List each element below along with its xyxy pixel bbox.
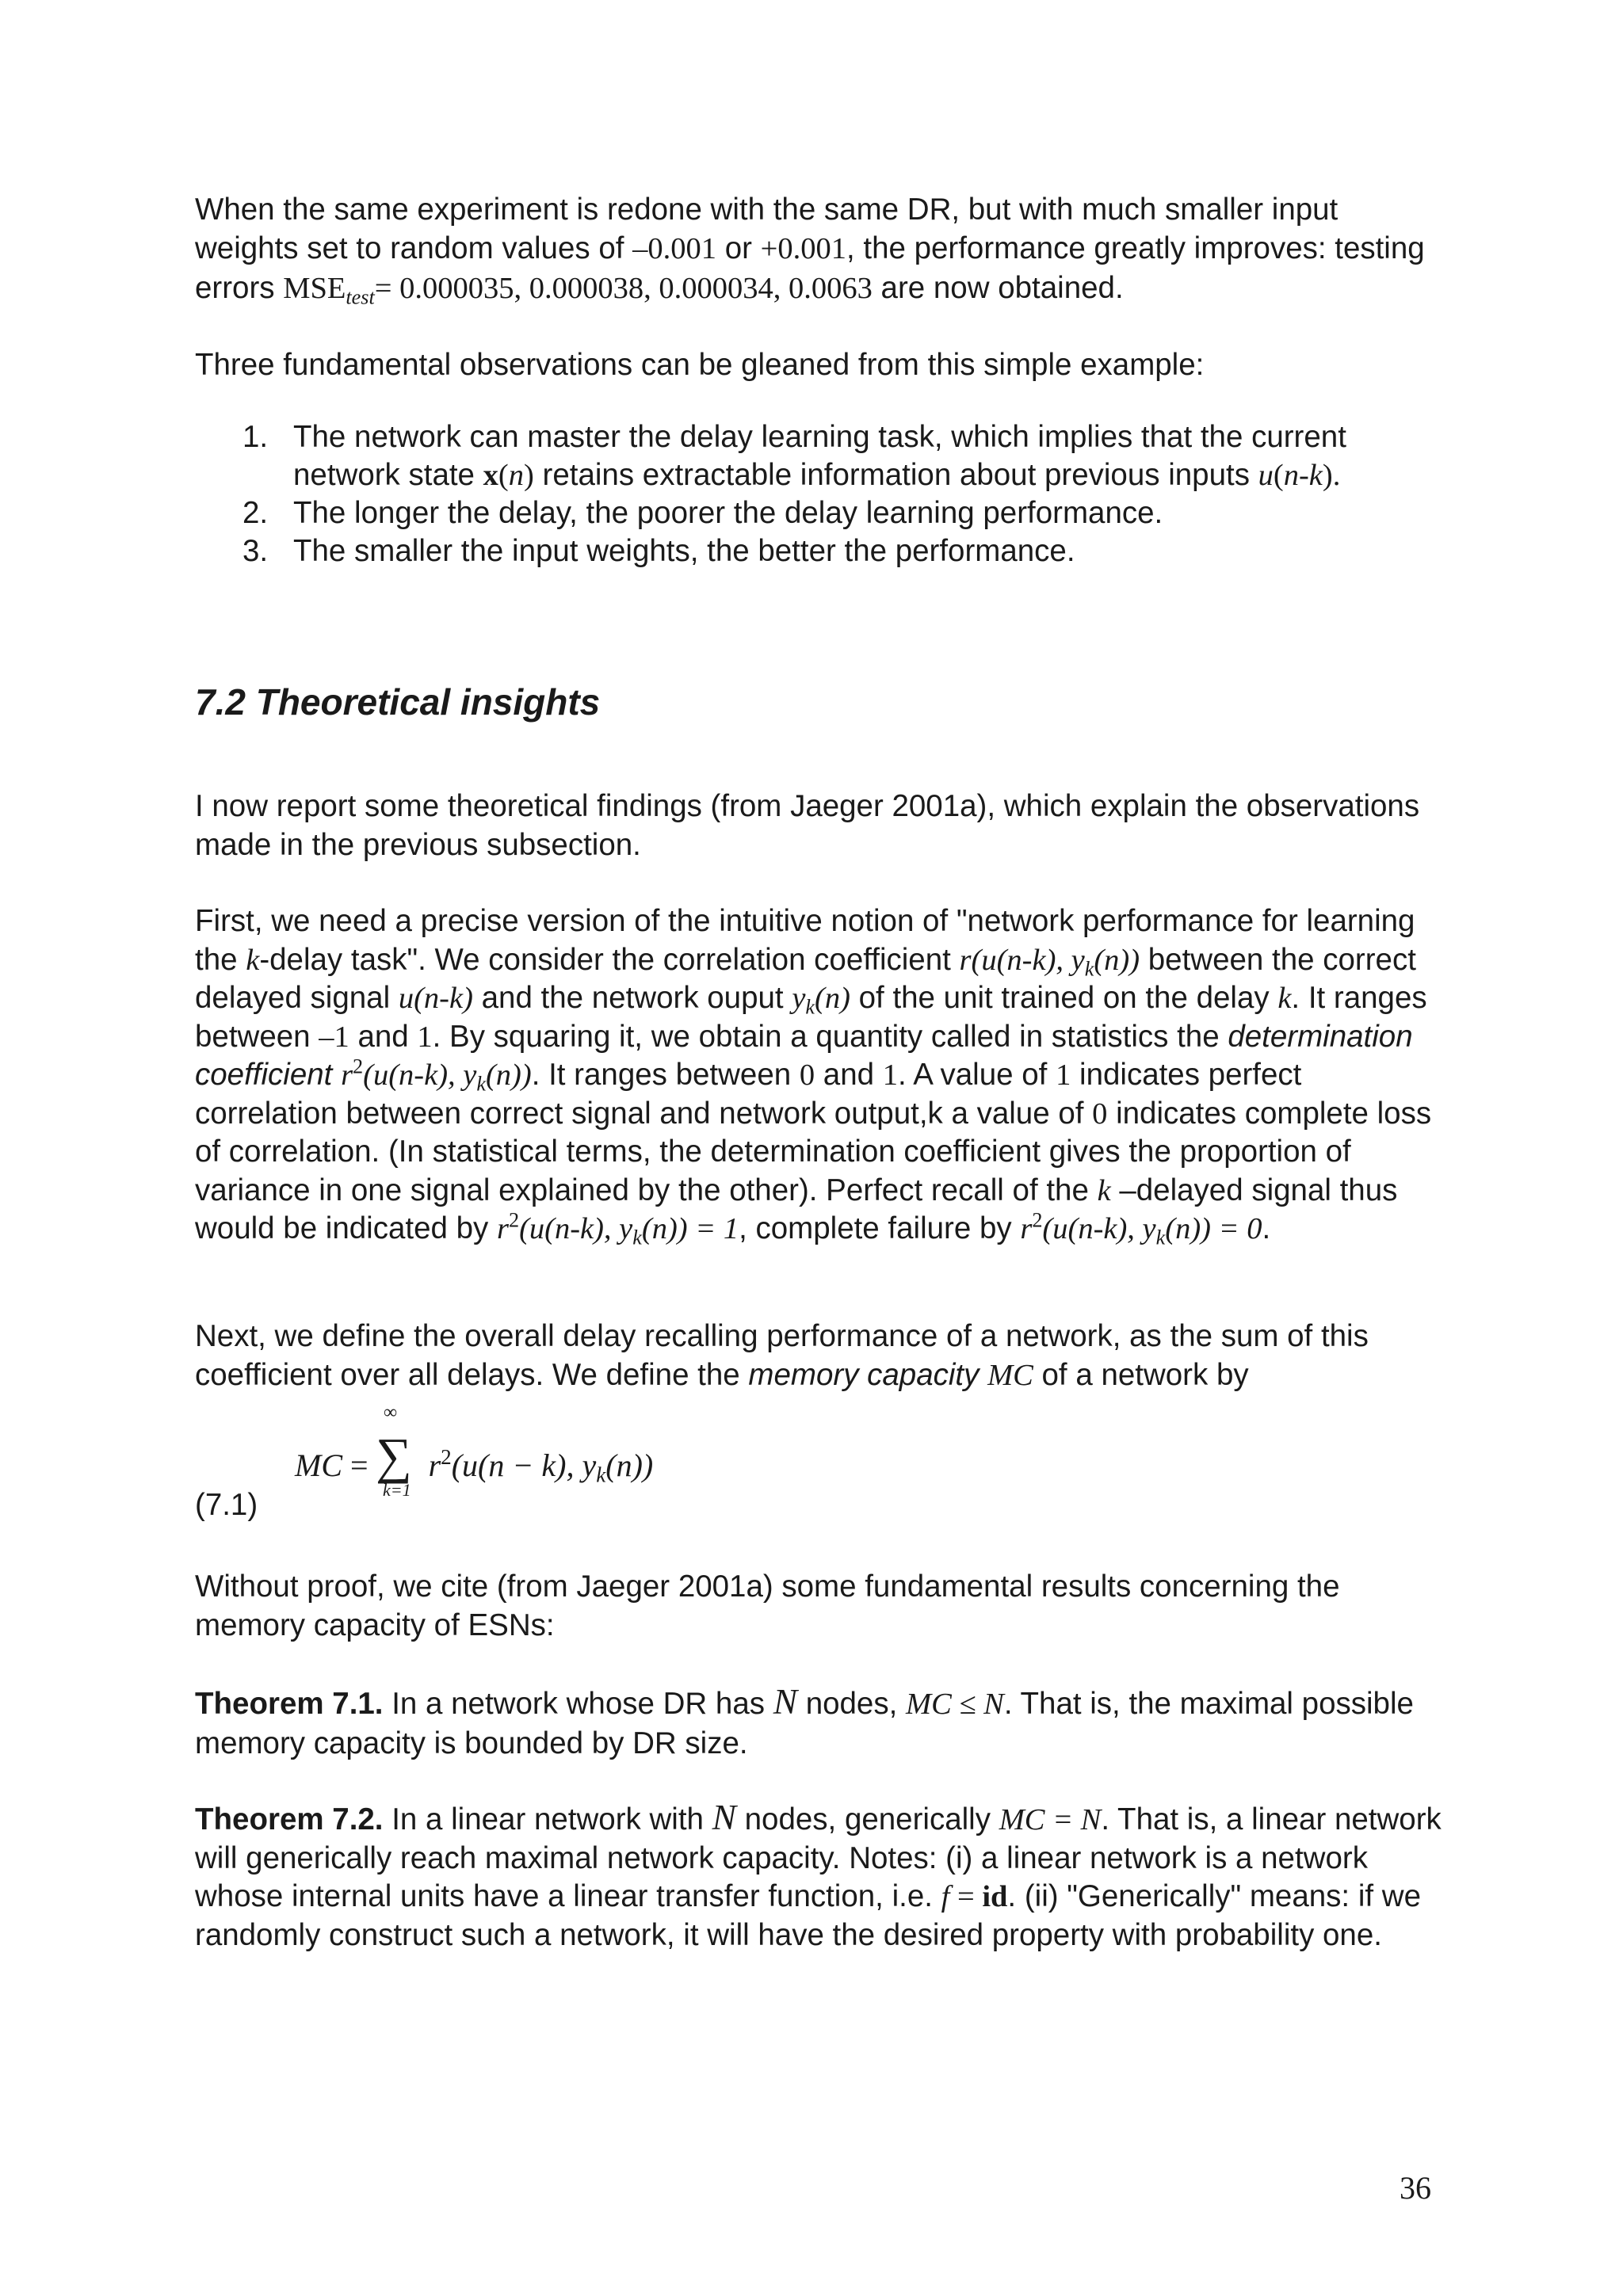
math-value: 1: [1056, 1058, 1071, 1092]
list-item: [242, 532, 1447, 570]
equation-7-1: [195, 1402, 908, 1537]
text-run: . It ranges between: [531, 1058, 800, 1092]
text-run: First, we need a precise version of the intuitive notion of "network performance for learning the: [195, 904, 1415, 977]
math-value: 0: [1092, 1097, 1108, 1131]
text-run: . That is, a linear network will generically reach maximal network capacity. Notes: (i) a linear network is a network whose internal units have a linear transfer function, i.e.: [195, 1802, 1442, 1913]
math-value: 0: [799, 1058, 815, 1092]
math-expr: (n)): [605, 1447, 654, 1483]
math-expr: (n)) = 1: [641, 1212, 739, 1245]
math-expr: (n)) = 0: [1165, 1212, 1262, 1245]
math-bold-x: x: [483, 459, 498, 492]
text-run: , the performance greatly improves: testing errors: [195, 231, 1425, 305]
math-bold-id: id: [982, 1880, 1008, 1913]
math-var: n: [508, 459, 524, 492]
observations-list: [242, 418, 1447, 570]
math-var: r: [1020, 1212, 1033, 1245]
math-subscript: k: [596, 1463, 606, 1487]
text-run: or: [716, 231, 761, 265]
math-paren: (: [1273, 459, 1284, 492]
text-run: of a network by: [1033, 1358, 1249, 1392]
math-expr: (n)): [485, 1058, 532, 1092]
list-item: [242, 494, 1447, 532]
sum-upper-limit: ∞: [384, 1402, 398, 1423]
text-run: In a network whose DR has: [383, 1687, 773, 1721]
list-text: The longer the delay, the poorer the delay learning performance.: [293, 496, 1163, 530]
list-number: 2.: [242, 496, 269, 530]
math-subscript: k: [805, 995, 815, 1019]
math-expr: u(n-k): [398, 982, 473, 1015]
math-var: k: [1277, 982, 1292, 1015]
list-number: 3.: [242, 534, 269, 568]
math-op: =: [342, 1447, 376, 1483]
sum-symbol: ∑: [376, 1428, 412, 1484]
paragraph-determination-coefficient: [195, 902, 1447, 1249]
text-run: and the network ouput: [472, 981, 792, 1015]
paragraph-memory-capacity: [195, 1317, 1447, 1395]
math-superscript: 2: [508, 1208, 520, 1232]
text-run: -delay task". We consider the correlation coefficient: [259, 942, 960, 977]
math-expr: (n): [815, 982, 850, 1015]
math-expr: r(u(n-k), y: [959, 943, 1085, 977]
math-var: N: [773, 1682, 797, 1722]
text-run: between the correct delayed signal: [195, 942, 1416, 1015]
math-expr: (n)): [1094, 943, 1140, 977]
math-superscript: 2: [441, 1445, 452, 1470]
paragraph-observations-intro: Three fundamental observations can be gleaned from this simple example:: [195, 348, 1205, 382]
math-value: +0.001: [760, 232, 846, 265]
math-var: MC: [295, 1447, 342, 1483]
text-run: [332, 1058, 341, 1092]
math-subscript: test: [346, 285, 375, 309]
paragraph-results-intro: Without proof, we cite (from Jaeger 2001a) some fundamental results concerning the memory capacity of ESNs:: [195, 1569, 1340, 1642]
math-var: y: [792, 982, 806, 1015]
math-value: 1: [417, 1020, 433, 1054]
math-var: n-k: [1283, 459, 1323, 492]
math-mse: MSE: [283, 272, 346, 305]
text-run: . A value of: [898, 1058, 1056, 1092]
text-run: are now obtained.: [872, 271, 1124, 305]
math-expr: MC ≤ N: [906, 1688, 1004, 1721]
math-var: MC: [987, 1359, 1033, 1392]
list-number: 1.: [242, 420, 269, 454]
math-var: k: [246, 943, 260, 977]
emphasis: determination coefficient: [195, 1019, 1413, 1092]
math-subscript: k: [476, 1072, 486, 1096]
text-run: and: [349, 1019, 418, 1054]
text-run: indicates perfect correlation between correct signal and network output,k a value of: [195, 1058, 1302, 1131]
text-run: , complete failure by: [739, 1211, 1021, 1245]
theorem-7-1: [195, 1683, 1447, 1763]
text-run: and: [815, 1058, 883, 1092]
math-subscript: k: [1084, 956, 1094, 980]
text-run: The network can master the delay learning task, which implies that the current network state: [293, 420, 1346, 492]
section-heading: 7.2 Theoretical insights: [195, 681, 601, 723]
paragraph-experiment-result: [195, 190, 1447, 308]
math-var: r: [428, 1447, 441, 1483]
text-run: indicates complete loss of correlation. (In statistical terms, the determination coefficient gives the proportion of variance in one signal explained by the other). Perfect recall of the: [195, 1096, 1432, 1207]
text-run: nodes,: [797, 1687, 906, 1721]
math-paren: (: [498, 459, 509, 492]
math-var: r: [496, 1212, 509, 1245]
text-run: . (ii) "Generically" means: if we randomly construct such a network, it will have the desired property with probability one.: [195, 1879, 1421, 1952]
math-op: =: [949, 1880, 983, 1913]
math-superscript: 2: [353, 1055, 364, 1078]
list-item: [242, 418, 1447, 494]
math-expr: (u(n − k), y: [451, 1447, 597, 1483]
sum-lower-limit: k=1: [383, 1480, 411, 1500]
text-run: of the unit trained on the delay: [850, 981, 1278, 1015]
math-var: k: [1097, 1173, 1111, 1207]
theorem-7-2: [195, 1798, 1447, 1955]
text-run: nodes, generically: [735, 1802, 999, 1836]
text-run: .: [1262, 1211, 1271, 1245]
theorem-label: Theorem 7.1.: [195, 1687, 384, 1721]
text-run: . It ranges between: [195, 981, 1427, 1054]
text-run: When the same experiment is redone with the same DR, but with much smaller input weights set to random values of: [195, 193, 1338, 265]
theorem-label: Theorem 7.2.: [195, 1802, 384, 1836]
math-expr: MC = N: [999, 1803, 1102, 1836]
emphasis: memory capacity: [748, 1358, 980, 1392]
equation-body: [295, 1447, 653, 1485]
math-var: u: [1258, 459, 1274, 492]
page-number: 36: [1400, 2170, 1431, 2206]
math-paren: ).: [1322, 459, 1341, 492]
math-subscript: k: [1155, 1226, 1166, 1249]
math-value: 1: [882, 1058, 898, 1092]
text-run: . That is, the maximal possible memory capacity is bounded by DR size.: [195, 1687, 1414, 1760]
math-expr: (u(n-k), y: [1042, 1212, 1156, 1245]
math-value: –0.001: [632, 232, 716, 265]
equation-label: (7.1): [195, 1488, 258, 1522]
text-run: In a linear network with: [383, 1802, 712, 1836]
math-var: N: [712, 1798, 736, 1837]
text-run: Next, we define the overall delay recalling performance of a network, as the sum of this coefficient over all delays. We define the: [195, 1319, 1369, 1392]
text-run: [979, 1358, 987, 1392]
math-var: f: [941, 1880, 950, 1913]
math-value: –1: [319, 1020, 349, 1054]
math-subscript: k: [632, 1226, 642, 1249]
text-run: –delayed signal thus would be indicated by: [195, 1173, 1398, 1245]
text-run: . By squaring it, we obtain a quantity called in statistics the: [432, 1019, 1228, 1054]
text-run: retains extractable information about previous inputs: [533, 458, 1258, 492]
math-expr: (u(n-k), y: [363, 1058, 477, 1092]
math-expr: (u(n-k), y: [519, 1212, 633, 1245]
math-var: r: [341, 1058, 353, 1092]
math-superscript: 2: [1032, 1208, 1043, 1232]
paragraph-theory-intro: I now report some theoretical findings (from Jaeger 2001a), which explain the observations made in the previous subsection.: [195, 789, 1420, 862]
math-paren: ): [524, 459, 534, 492]
math-values: = 0.000035, 0.000038, 0.000034, 0.0063: [374, 272, 873, 305]
list-text: The smaller the input weights, the better the performance.: [293, 534, 1075, 568]
